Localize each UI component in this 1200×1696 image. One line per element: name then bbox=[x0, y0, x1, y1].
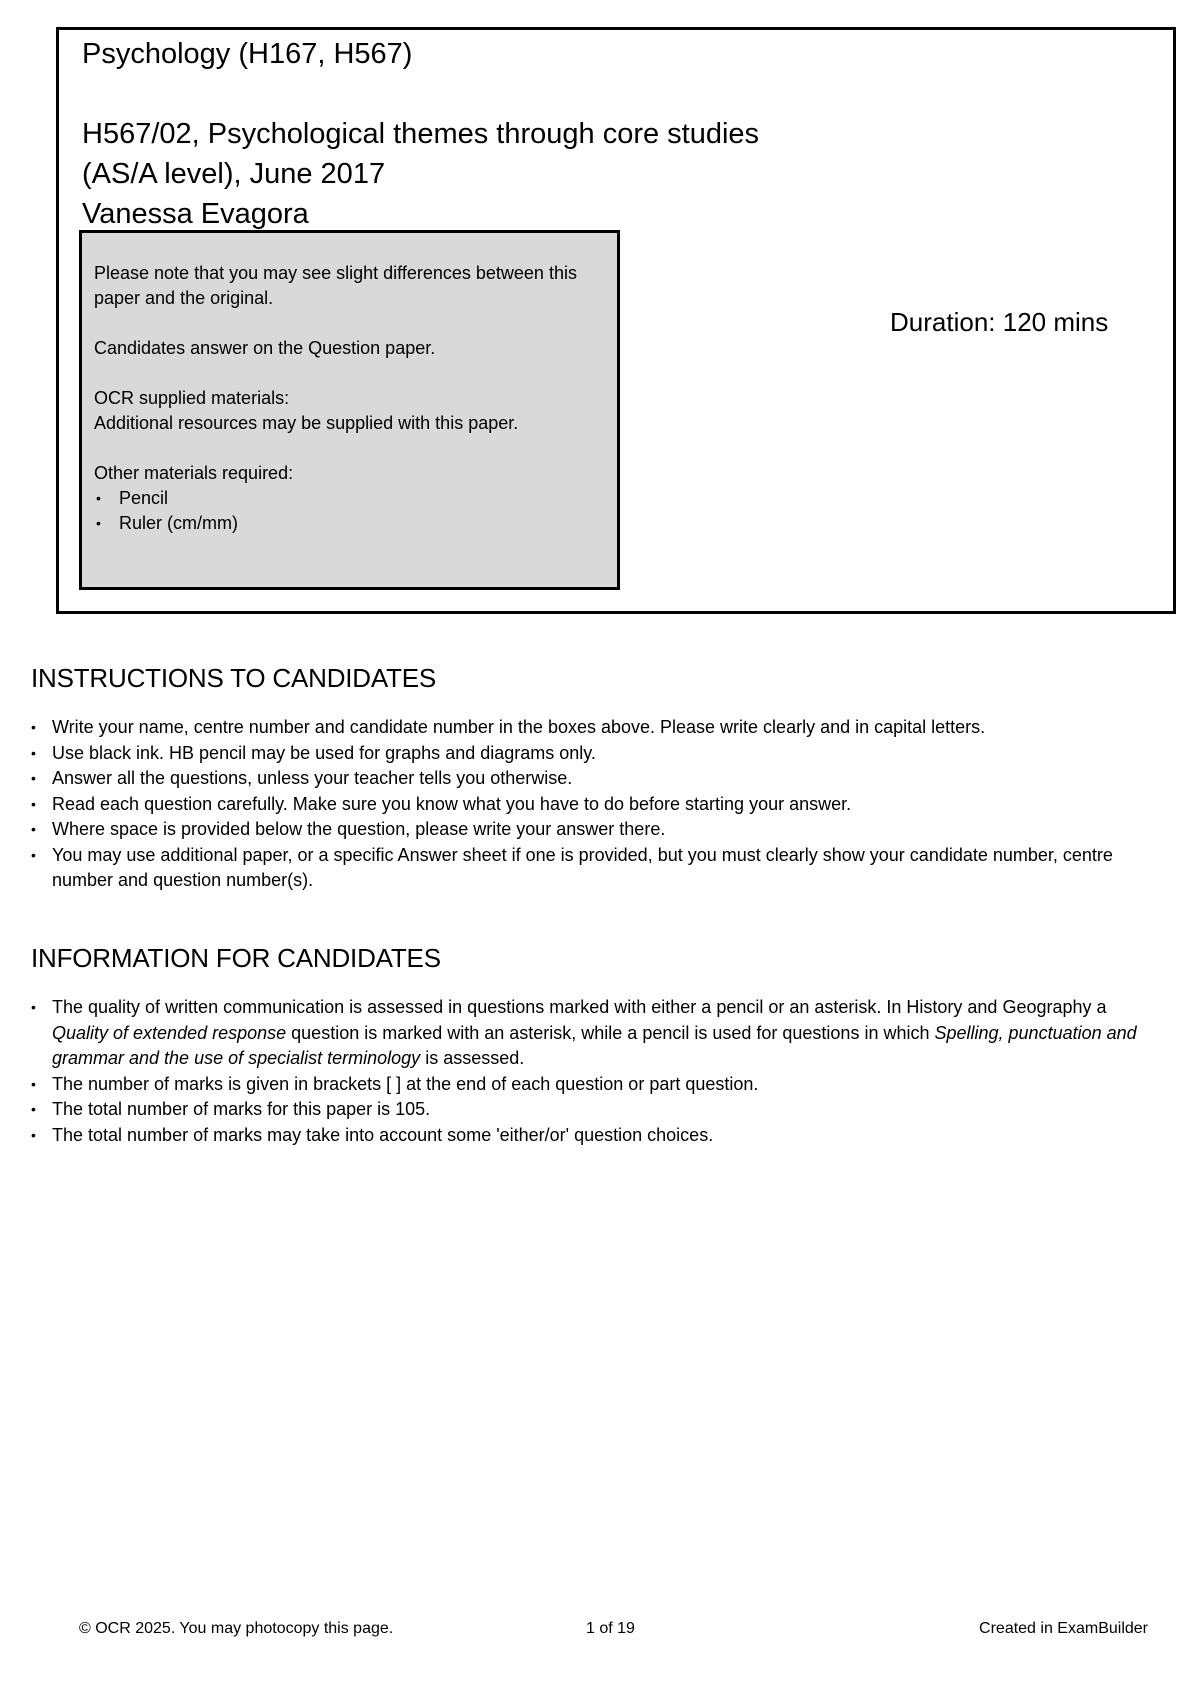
footer-created-in: Created in ExamBuilder bbox=[979, 1620, 1148, 1637]
information-item: • The number of marks is given in brackets [ ] at the end of each question or part question. bbox=[31, 1072, 1151, 1098]
information-list bbox=[31, 995, 1151, 1148]
duration-label: Duration: bbox=[890, 307, 996, 337]
notice-answer-on: Candidates answer on the Question paper. bbox=[94, 338, 436, 358]
instruction-item: • Answer all the questions, unless your teacher tells you otherwise. bbox=[31, 766, 1151, 792]
information-item: • The total number of marks may take into account some 'either/or' question choices. bbox=[31, 1123, 1151, 1149]
required-material-item: • Pencil bbox=[94, 486, 607, 511]
instruction-item: • Where space is provided below the question, please write your answer there. bbox=[31, 817, 1151, 843]
instruction-item: • Use black ink. HB pencil may be used for graphs and diagrams only. bbox=[31, 741, 1151, 767]
instructions-heading: INSTRUCTIONS TO CANDIDATES bbox=[31, 663, 437, 693]
required-materials-list bbox=[94, 486, 607, 536]
notice-box bbox=[79, 230, 620, 590]
instruction-item: • Read each question carefully. Make sure you know what you have to do before starting your answer. bbox=[31, 792, 1151, 818]
instruction-item: • You may use additional paper, or a specific Answer sheet if one is provided, but you must clearly show your candidate number, centre number and question number(s). bbox=[31, 843, 1151, 894]
instruction-item: • Write your name, centre number and candidate number in the boxes above. Please write clearly and in capital letters. bbox=[31, 715, 1151, 741]
information-item-qwc: • The quality of written communication is assessed in questions marked with either a pencil or an asterisk. In History and Geography a Quality of extended response question is marked with an asterisk, while a pencil is used for questions in which Spelling, punctuation and grammar and the use of specialist terminology is assessed. bbox=[31, 995, 1151, 1072]
notice-note: Please note that you may see slight differences between this paper and the original. bbox=[94, 263, 577, 308]
footer-page-number: 1 of 19 bbox=[586, 1620, 635, 1637]
required-material-item: • Ruler (cm/mm) bbox=[94, 511, 607, 536]
duration-value: 120 mins bbox=[1002, 307, 1109, 337]
footer-copyright: © OCR 2025. You may photocopy this page. bbox=[79, 1620, 394, 1637]
course-title: Psychology (H167, H567) bbox=[82, 38, 413, 70]
information-heading: INFORMATION FOR CANDIDATES bbox=[31, 943, 441, 973]
information-item: • The total number of marks for this paper is 105. bbox=[31, 1097, 1151, 1123]
duration bbox=[890, 306, 1108, 338]
supplied-materials-heading: OCR supplied materials: bbox=[94, 388, 290, 408]
instructions-list bbox=[31, 715, 1151, 894]
supplied-materials-text: Additional resources may be supplied with this paper. bbox=[94, 413, 519, 433]
paper-title: H567/02, Psychological themes through core studies (AS/A level), June 2017 bbox=[82, 118, 760, 190]
required-materials-heading: Other materials required: bbox=[94, 463, 294, 483]
author-name: Vanessa Evagora bbox=[82, 198, 309, 230]
